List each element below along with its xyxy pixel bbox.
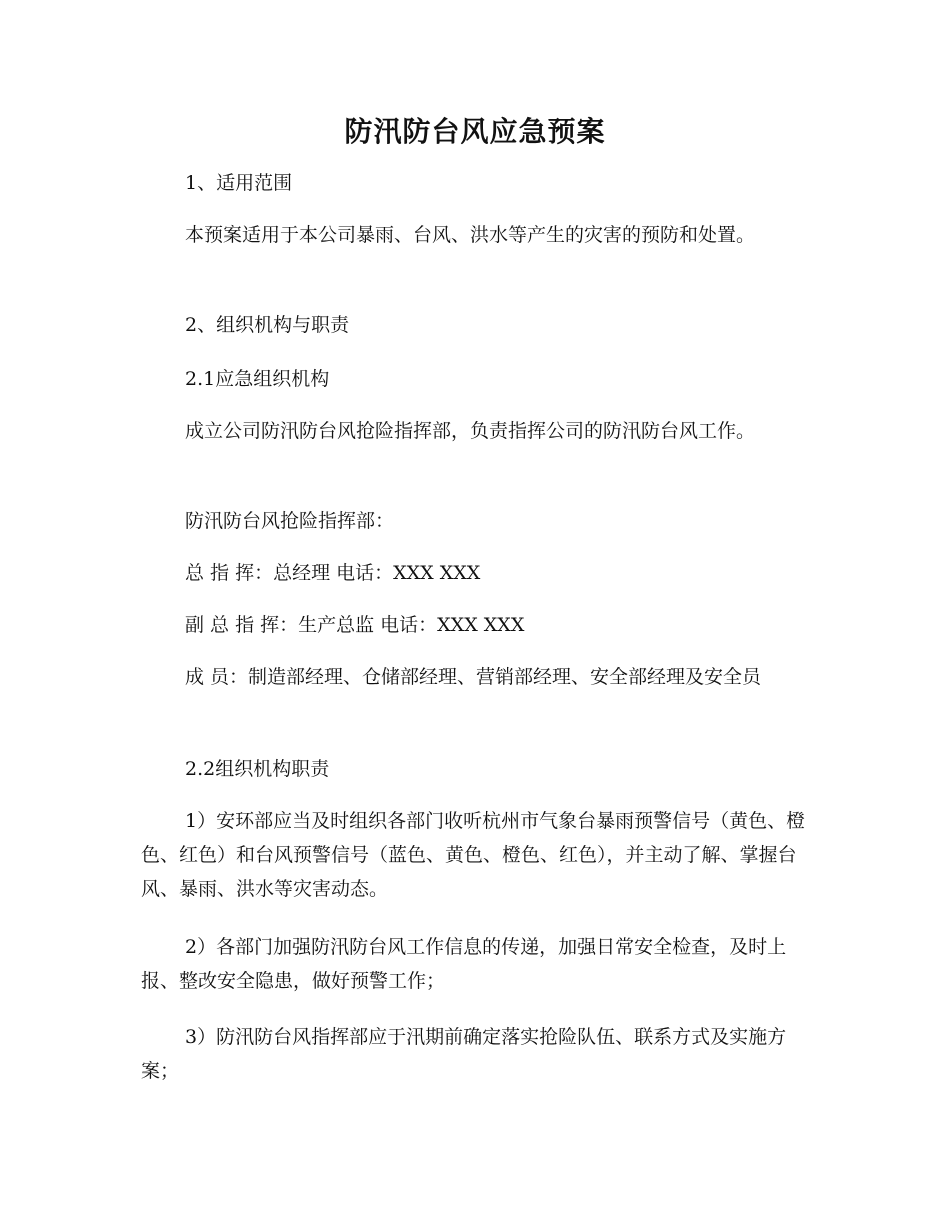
subsection-heading-duties: 2.2组织机构职责 (185, 758, 330, 780)
paragraph-deputy-commander: 副 总 指 挥：生产总监 电话：XXX XXX (185, 614, 525, 636)
section-heading-scope: 1、适用范围 (185, 172, 293, 194)
paragraph-chief-commander: 总 指 挥：总经理 电话：XXX XXX (185, 562, 481, 584)
section-heading-organization: 2、组织机构与职责 (185, 314, 350, 336)
paragraph-duty-2: 2）各部门加强防汛防台风工作信息的传递，加强日常安全检查，及时上报、整改安全隐患，做好预警工作； (141, 936, 787, 992)
paragraph-scope-text: 本预案适用于本公司暴雨、台风、洪水等产生的灾害的预防和处置。 (185, 224, 756, 246)
paragraph-command-center-label: 防汛防台风抢险指挥部： (185, 510, 395, 532)
subsection-heading-emergency-org: 2.1应急组织机构 (185, 368, 330, 390)
paragraph-duty-3: 3）防汛防台风指挥部应于汛期前确定落实抢险队伍、联系方式及实施方案； (141, 1026, 787, 1082)
paragraph-command-center: 成立公司防汛防台风抢险指挥部，负责指挥公司的防汛防台风工作。 (185, 420, 756, 442)
paragraph-members: 成 员：制造部经理、仓储部经理、营销部经理、安全部经理及安全员 (185, 666, 762, 688)
document-title: 防汛防台风应急预案 (344, 115, 606, 148)
paragraph-duty-1: 1）安环部应当及时组织各部门收听杭州市气象台暴雨预警信号（黄色、橙色、红色）和台风预警信号（蓝色、黄色、橙色、红色），并主动了解、掌握台风、暴雨、洪水等灾害动态。 (141, 810, 806, 900)
